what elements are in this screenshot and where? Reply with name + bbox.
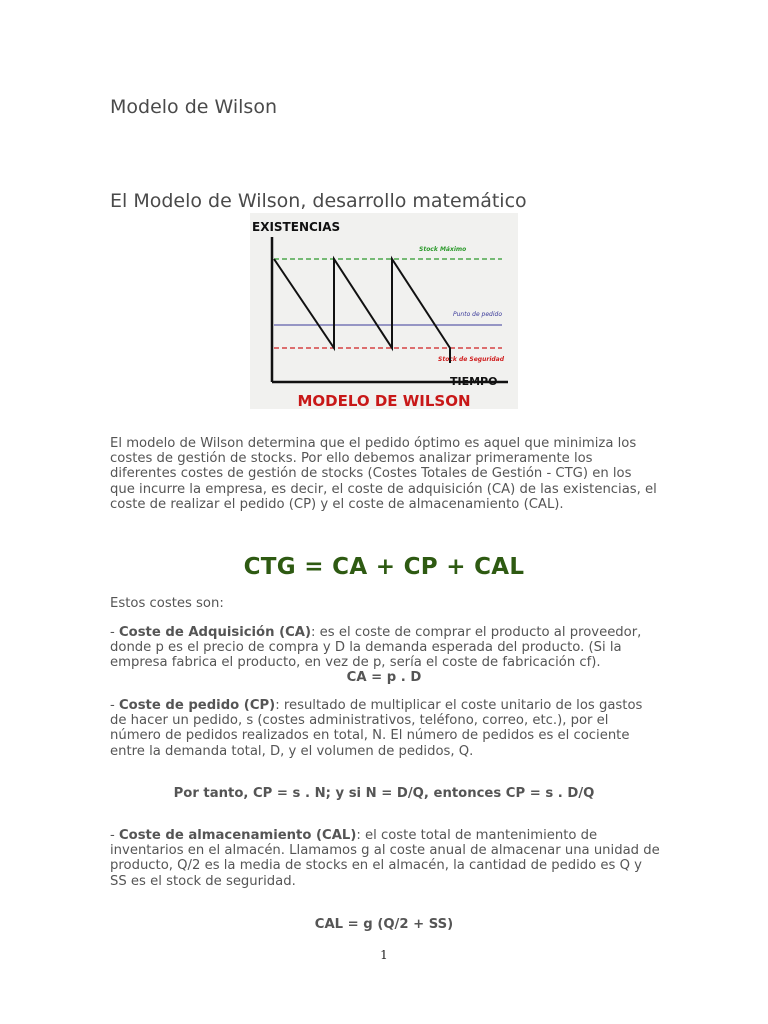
figure-caption: MODELO DE WILSON [297, 392, 471, 409]
costs-intro: Estos costes son: [110, 596, 224, 611]
wilson-model-figure [250, 213, 518, 409]
section-heading: El Modelo de Wilson, desarrollo matemático [110, 190, 527, 212]
intro-paragraph: El modelo de Wilson determina que el pedido óptimo es aquel que minimiza los costes de gestión de stocks. Por ello debemos analizar primeramente los diferentes costes de gestión de stocks (Costes Totales de Gestión - CTG) en los que incurre la empresa, es decir, el coste de adquisición (CA) de las existencias, el coste de realizar el pedido (CP) y el coste de almacenamiento (CAL). [110, 436, 657, 512]
page-number: 1 [380, 948, 388, 962]
cp-term: Coste de pedido (CP) [118, 698, 276, 713]
ca-term: Coste de Adquisición (CA) [118, 625, 312, 640]
reorder-point-label: Punto de pedido [453, 311, 503, 318]
cal-term: Coste de almacenamiento (CAL) [118, 828, 357, 843]
ca-formula: CA = p . D [346, 670, 422, 685]
stock-max-label: Stock Máximo [419, 246, 467, 253]
cp-formula: Por tanto, CP = s . N; y si N = D/Q, entonces CP = s . D/Q [173, 786, 595, 801]
y-axis-label: EXISTENCIAS [252, 220, 341, 234]
safety-stock-label: Stock de Seguridad [438, 356, 505, 363]
x-axis-label: TIEMPO [450, 375, 498, 388]
cp-paragraph: - Coste de pedido (CP): resultado de multiplicar el coste unitario de los gastos de hacer un pedido, s (costes administrativos, teléfono, correo, etc.), por el número de pedidos realizados en total, N. El número de pedidos es el cociente entre la demanda total, D, y el volumen de pedidos, Q. [110, 698, 643, 759]
page-title: Modelo de Wilson [110, 96, 277, 118]
cal-formula: CAL = g (Q/2 + SS) [314, 917, 454, 932]
cal-paragraph: - Coste de almacenamiento (CAL): el coste total de mantenimiento de inventarios en el almacén. Llamamos g al coste anual de almacenar una unidad de producto, Q/2 es la media de stocks en el almacén, la cantidad de pedido es Q y SS es el stock de seguridad. [110, 828, 660, 889]
main-formula: CTG = CA + CP + CAL [243, 554, 525, 580]
ca-paragraph: - Coste de Adquisición (CA): es el coste de comprar el producto al proveedor, donde p es el precio de compra y D la demanda esperada del producto. (Si la empresa fabrica el producto, en vez de p, sería el coste de fabricación cf). [110, 625, 642, 671]
